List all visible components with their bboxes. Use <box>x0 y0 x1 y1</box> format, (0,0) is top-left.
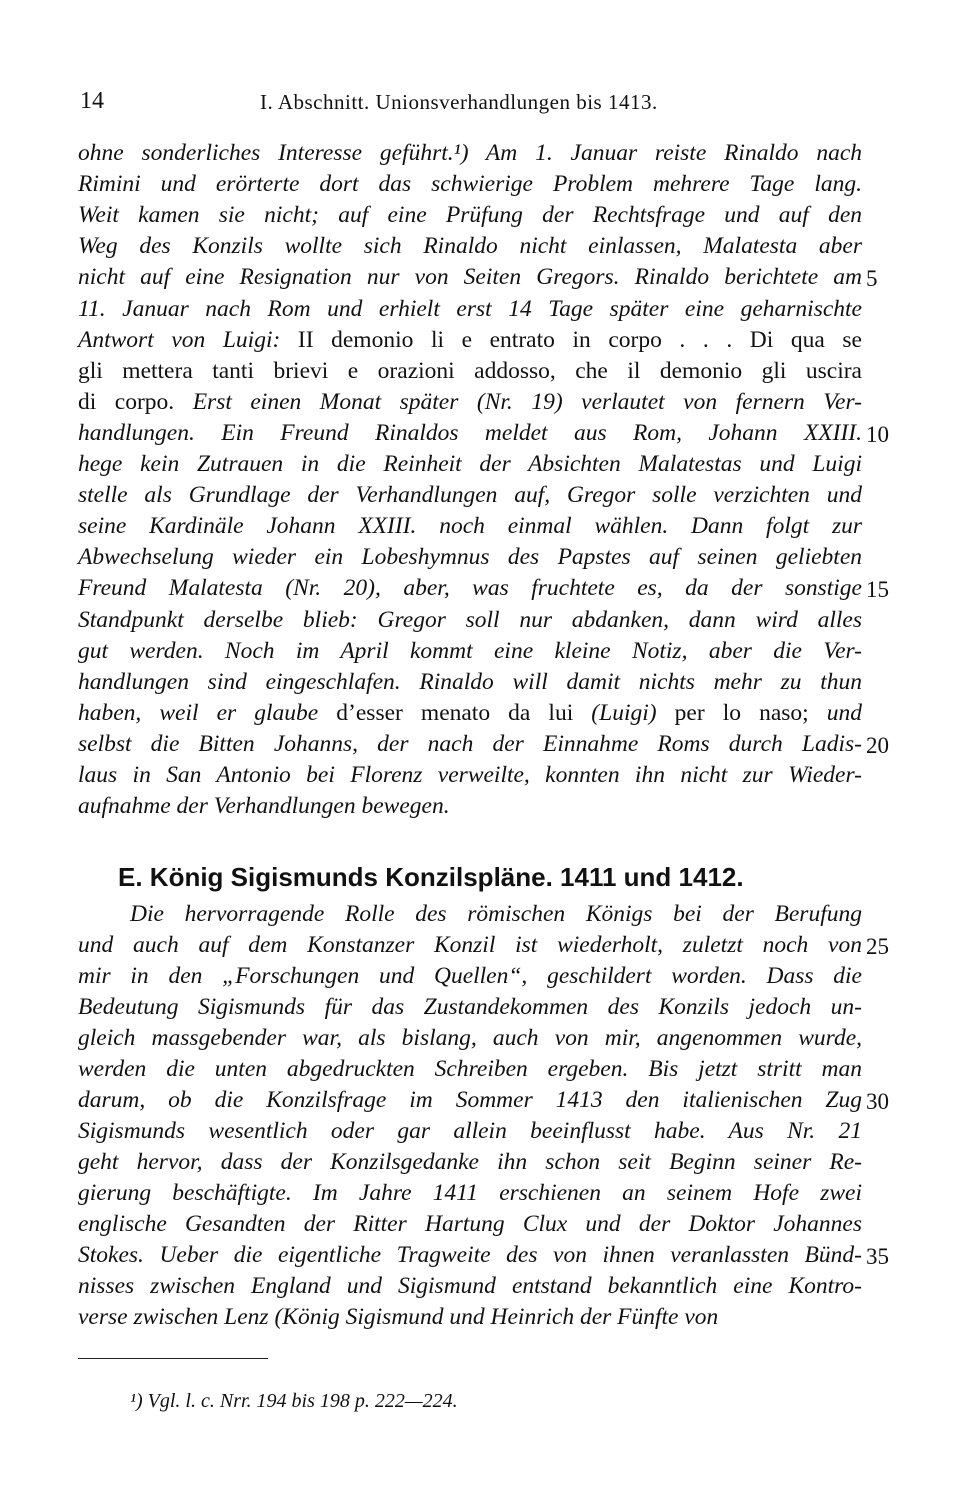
text-line <box>78 449 862 480</box>
line-number: 20 <box>866 732 889 758</box>
text-line <box>78 138 862 169</box>
text-line <box>78 992 862 1023</box>
text-run: seine Kardinäle Johann XXIII. noch einmal wählen. Dann folgt zur <box>78 513 862 540</box>
page-number: 14 <box>80 88 104 114</box>
text-run: Die hervorragende Rolle des römischen Königs bei der Berufung <box>130 901 862 927</box>
text-run: per lo naso; <box>656 699 827 726</box>
text-run: Bedeutung Sigismunds für das Zustandekommen des Konzils jedoch un- <box>78 994 862 1020</box>
text-line <box>78 511 862 542</box>
text-line <box>78 1023 862 1054</box>
text-run: werden die unten abgedruckten Schreiben ergeben. Bis jetzt stritt man <box>78 1056 862 1082</box>
text-line <box>78 1085 862 1116</box>
text-run: Sigismunds wesentlich oder gar allein beeinflusst habe. Aus Nr. 21 <box>78 1118 862 1144</box>
text-run: nicht auf eine Resignation nur von Seiten Gregors. Rinaldo berichtete am <box>78 264 862 291</box>
text-run: aufnahme der Verhandlungen bewegen. <box>78 793 450 820</box>
text-run: Rimini und erörterte dort das schwierige Problem mehrere Tage lang. <box>78 171 862 198</box>
text-run: nisses zwischen England und Sigismund entstand bekanntlich eine Kontro- <box>78 1273 862 1299</box>
text-line <box>78 1054 862 1085</box>
text-line <box>78 573 862 604</box>
line-number: 35 <box>866 1244 889 1269</box>
text-line <box>78 1178 862 1209</box>
text-line <box>78 1209 862 1240</box>
footnote: ¹) Vgl. l. c. Nrr. 194 bis 198 p. 222—224. <box>130 1390 458 1412</box>
text-line <box>78 667 862 698</box>
text-line <box>78 729 862 760</box>
text-run: englische Gesandten der Ritter Hartung Clux und der Doktor Johannes <box>78 1211 862 1237</box>
text-run: Abwechselung wieder ein Lobeshymnus des Papstes auf seinen geliebten <box>78 544 862 571</box>
text-run: Weit kamen sie nicht; auf eine Prüfung der Rechtsfrage und auf den <box>78 202 862 229</box>
text-line <box>78 1116 862 1147</box>
text-run: handlungen sind eingeschlafen. Rinaldo will damit nichts mehr zu thun <box>78 668 862 695</box>
text-line <box>78 418 862 449</box>
text-line <box>78 200 862 231</box>
text-run: hege kein Zutrauen in die Reinheit der Absichten Malatestas und Luigi <box>78 451 862 477</box>
text-run: gli mettera tanti brievi e orazioni addosso, che il demonio gli uscira <box>78 357 862 384</box>
text-run: 11. Januar nach Rom und erhielt erst 14 Tage später eine geharnischte <box>78 295 862 322</box>
section-heading: E. König Sigismunds Konzilspläne. 1411 und 1412. <box>118 862 744 892</box>
text-run: darum, ob die Konzilsfrage im Sommer 1413 den italienischen Zug <box>78 1087 862 1113</box>
text-line <box>130 899 862 930</box>
text-line <box>78 1240 862 1271</box>
line-number: 30 <box>866 1089 889 1114</box>
text-line <box>78 542 862 573</box>
text-run: Erst einen Monat später (Nr. 19) verlautet von fernern Ver- <box>192 388 862 415</box>
text-run: ohne sonderliches Interesse geführt.¹) Am 1. Januar reiste Rinaldo nach <box>78 140 862 166</box>
text-line <box>78 480 862 511</box>
text-line <box>78 325 862 356</box>
text-run: gleich massgebender war, als bislang, auch von mir, angenommen wurde, <box>78 1025 862 1051</box>
footnote-rule <box>78 1358 268 1359</box>
text-run: und <box>826 699 862 726</box>
text-run: handlungen. Ein Freund Rinaldos meldet aus Rom, Johann XXIII. <box>78 419 862 446</box>
line-number: 15 <box>866 577 889 603</box>
text-run: gierung beschäftigte. Im Jahre 1411 erschienen an seinem Hofe zwei <box>78 1180 862 1206</box>
text-run: geht hervor, dass der Konzilsgedanke ihn schon seit Beginn seiner Re- <box>78 1149 862 1175</box>
line-number: 25 <box>866 934 889 959</box>
text-run: Weg des Konzils wollte sich Rinaldo nicht einlassen, Malatesta aber <box>78 233 862 260</box>
page-header <box>80 88 860 118</box>
text-line <box>78 1147 862 1178</box>
text-run: Standpunkt derselbe blieb: Gregor soll nur abdanken, dann wird alles <box>78 606 862 633</box>
text-line <box>78 1302 862 1333</box>
text-run: di corpo. <box>78 388 193 415</box>
text-run: laus in San Antonio bei Florenz verweilte, konnten ihn nicht zur Wieder- <box>78 762 862 788</box>
text-run: selbst die Bitten Johanns, der nach der Einnahme Roms durch Ladis- <box>78 730 862 757</box>
text-run: Freund Malatesta (Nr. 20), aber, was fruchtete es, da der sonstige <box>78 575 862 602</box>
text-run: II demonio li e entrato in corpo . . . Di qua se <box>297 326 862 353</box>
text-line <box>78 605 862 636</box>
text-run: gut werden. Noch im April kommt eine kleine Notiz, aber die Ver- <box>78 637 862 664</box>
text-line <box>78 698 862 729</box>
text-run: Stokes. Ueber die eigentliche Tragweite des von ihnen veranlassten Bünd- <box>78 1242 862 1268</box>
text-run: mir in den „Forschungen und Quellen“, geschildert worden. Dass die <box>78 963 862 989</box>
text-line <box>78 294 862 325</box>
running-title: I. Abschnitt. Unionsverhandlungen bis 1413. <box>260 90 658 114</box>
text-line <box>78 356 862 387</box>
text-line <box>78 961 862 992</box>
text-run: (Luigi) <box>591 699 657 726</box>
text-line <box>78 930 862 961</box>
text-line <box>78 262 862 293</box>
text-line <box>78 387 862 418</box>
text-line <box>78 231 862 262</box>
text-line <box>78 1271 862 1302</box>
text-run: Antwort von Luigi: <box>78 326 298 353</box>
text-run: d’esser menato da lui <box>336 699 592 726</box>
text-run: verse zwischen Lenz (König Sigismund und Heinrich der Fünfte von <box>78 1304 719 1330</box>
line-number: 5 <box>866 266 878 292</box>
text-line <box>78 169 862 200</box>
text-line <box>78 760 862 791</box>
line-number: 10 <box>866 421 889 447</box>
text-run: und auch auf dem Konstanzer Konzil ist wiederholt, zuletzt noch von <box>78 932 862 958</box>
text-line <box>78 636 862 667</box>
text-run: haben, weil er glaube <box>78 699 337 726</box>
text-line <box>78 791 862 822</box>
text-run: stelle als Grundlage der Verhandlungen auf, Gregor solle verzichten und <box>78 482 862 509</box>
